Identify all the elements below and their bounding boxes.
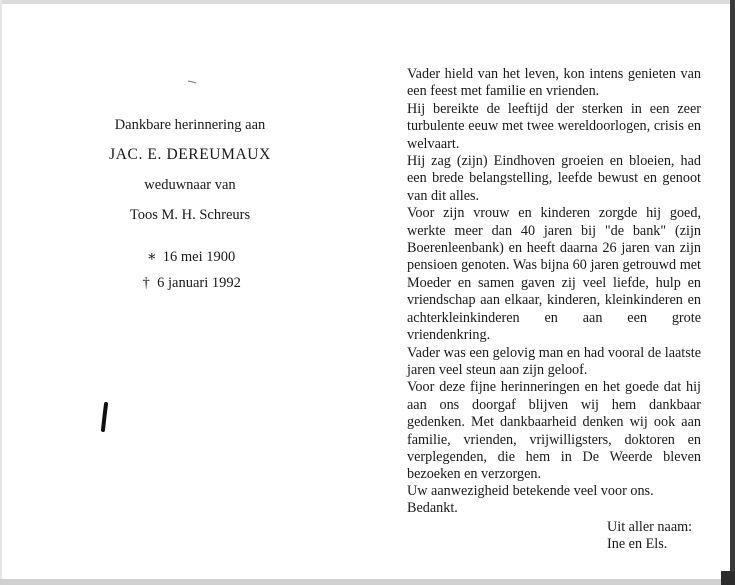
intro-text: Dankbare herinnering aan [114,117,266,133]
closing-text [407,483,654,518]
scan-edge-left [0,0,2,585]
signature-line: Uit aller naam: [607,519,693,535]
closing-line: Bedankt. [407,500,458,517]
birth-date: 16 mei 1900 [162,249,236,265]
scan-edge-right [730,0,735,585]
signature-block [607,519,692,554]
death-date: 6 januari 1992 [157,275,241,291]
signature-names: Ine en Els. [607,536,668,553]
ink-speck [188,80,196,84]
paragraph: Voor deze fijne herinneringen en het goede dat hij aan ons doorgaf blijven wij hem dankbaar gedenken. Met dankbaarheid denken wij ook aan familie, vrienden, vrijwilligsters, doktoren en verplegenden, die hem in De Weerde bleven bezoeken en verzorgen. [407,379,701,483]
ink-stroke-mark [100,402,110,432]
relation-text: weduwnaar van [144,177,236,193]
left-column [40,114,340,296]
spouse-name: Toos M. H. Schreurs [129,207,251,223]
death-cross-icon: † [142,275,150,291]
paragraph: Hij zag (zijn) Eindhoven groeien en bloeien, had een brede belangstelling, leefde bewust en genoot van dit alles. [407,153,701,204]
birth-star-icon: ∗ [146,249,157,265]
birth-line [40,244,340,270]
deceased-name: JAC. E. DEREUMAUX [109,146,271,163]
death-line [40,270,340,296]
scan-corner [721,571,735,585]
closing-line: Uw aanwezigheid betekende veel voor ons. [407,483,654,499]
paragraph: Vader was een gelovig man en had vooral de laatste jaren veel steun aan zijn geloof. [407,344,701,378]
scan-edge-top [0,0,735,4]
paragraph: Voor zijn vrouw en kinderen zorgde hij goed, werkte meer dan 40 jaren bij "de bank" (zijn Boerenleenbank) en heeft daarna 26 jaren van zijn pensioen genoten. Was bijna 60 jaren getrouwd met Moeder en samen gaven zij veel liefde, hulp en vriendschap aan elkaar, kinderen, kleinkinderen en achterkleinkinderen en aan een grote vriendenkring. [407,205,701,344]
paragraph: Hij bereikte de leeftijd der sterken in een zeer turbulente eeuw met twee wereldoorlogen, crisis en welvaart. [407,100,701,152]
paragraph: Vader hield van het leven, kon intens genieten van een feest met familie en vrienden. [407,66,701,100]
scan-edge-bottom [0,579,735,585]
body-text [407,66,701,484]
dates-block [40,244,340,296]
